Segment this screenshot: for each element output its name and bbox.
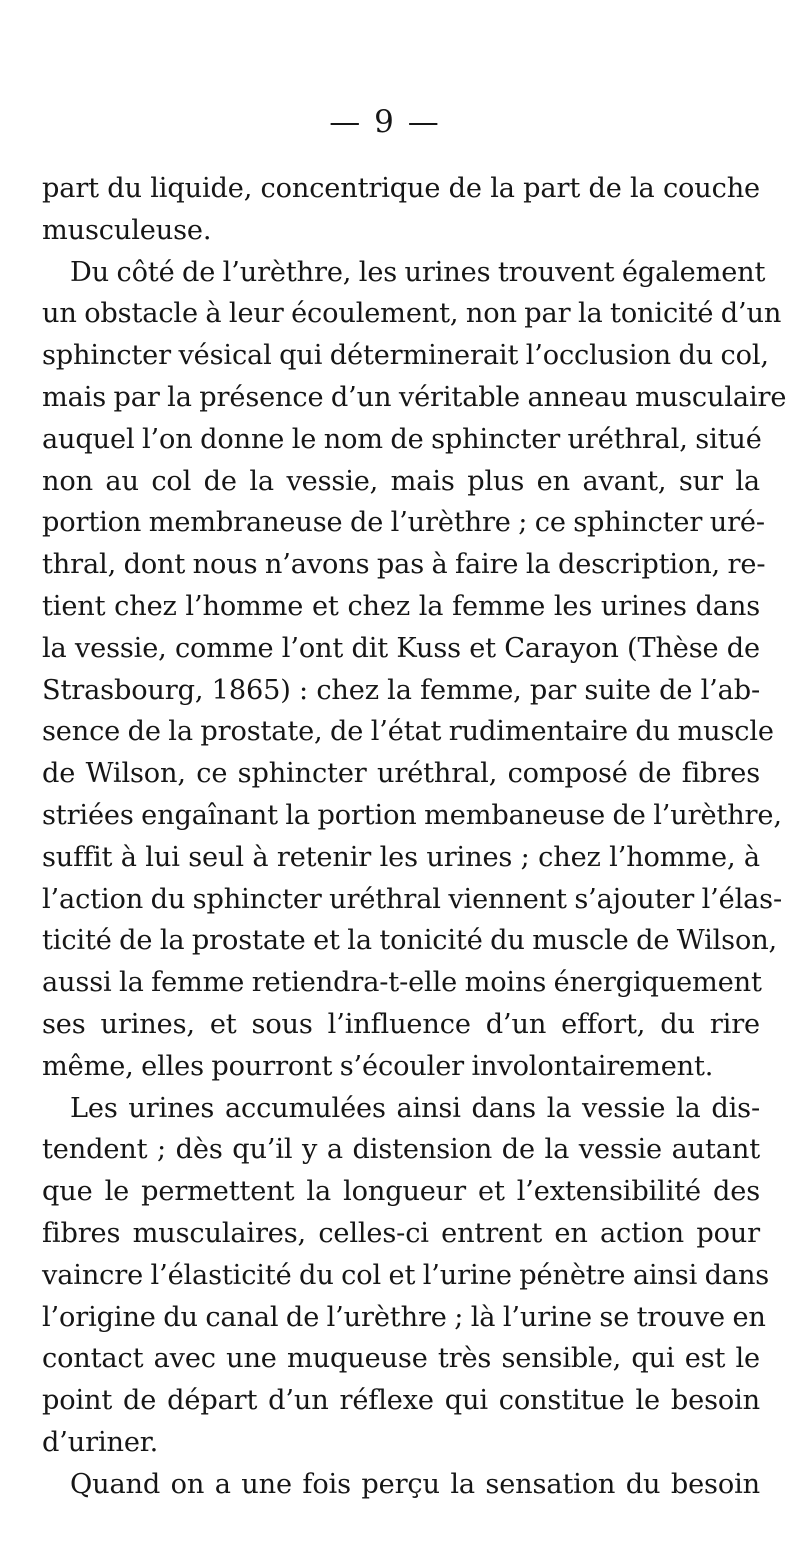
text-line: l’origine du canal de l’urèthre ; là l’urine se trouve en [42,1301,766,1333]
text-line: même, elles pourront s’écouler involontairement. [42,1050,714,1082]
text-line: Quand on a une fois perçu la sensation du besoin [70,1468,760,1500]
text-line: tendent ; dès qu’il y a distension de la vessie autant [42,1134,760,1166]
text-line: vaincre l’élasticité du col et l’urine pénètre ainsi dans [42,1259,770,1291]
text-line: part du liquide, concentrique de la part de la couche [42,173,760,204]
text-line: de Wilson, ce sphincter uréthral, composé de fibres [42,758,760,790]
text-line: portion membraneuse de l’urèthre ; ce sphincter uré- [42,507,765,539]
text-line: Strasbourg, 1865) : chez la femme, par suite de l’ab- [42,674,760,706]
text-line: contact avec une muqueuse très sensible, qui est le [42,1343,760,1375]
text-line: fibres musculaires, celles-ci entrent en action pour [42,1217,760,1249]
text-line: ticité de la prostate et la tonicité du muscle de Wilson, [42,925,778,957]
text-line: que le permettent la longueur et l’extensibilité des [42,1176,760,1208]
text-line: thral, dont nous n’avons pas à faire la description, re- [42,549,766,581]
text-line: Les urines accumulées ainsi dans la vessie la dis- [70,1092,760,1124]
text-line: suffit à lui seul à retenir les urines ; chez l’homme, à [42,841,760,873]
text-line: auquel l’on donne le nom de sphincter uréthral, situé [42,423,762,455]
text-line: non au col de la vessie, mais plus en avant, sur la [42,465,760,497]
text-line: d’uriner. [42,1426,159,1458]
text-line: ses urines, et sous l’influence d’un effort, du rire [42,1008,760,1040]
text-line: sphincter vésical qui déterminerait l’occlusion du col, [42,340,769,372]
text-line: striées engaînant la portion membaneuse de l’urèthre, [42,799,782,831]
body-text [42,168,787,1506]
text-line: tient chez l’homme et chez la femme les urines dans [42,590,760,622]
text-line: Du côté de l’urèthre, les urines trouvent également [70,256,766,288]
page-number: — 9 — [329,104,441,140]
text-line: aussi la femme retiendra-t-elle moins énergiquement [42,967,762,999]
text-line: la vessie, comme l’ont dit Kuss et Carayon (Thèse de [42,632,760,664]
text-line: mais par la présence d’un véritable anneau musculaire [42,381,787,413]
text-line: sence de la prostate, de l’état rudimentaire du muscle [42,716,774,748]
text-line: l’action du sphincter uréthral viennent s’ajouter l’élas- [42,883,783,915]
text-line: un obstacle à leur écoulement, non par la tonicité d’un [42,298,782,330]
text-line: point de départ d’un réflexe qui constitue le besoin [42,1385,760,1417]
text-line: musculeuse. [42,214,212,246]
